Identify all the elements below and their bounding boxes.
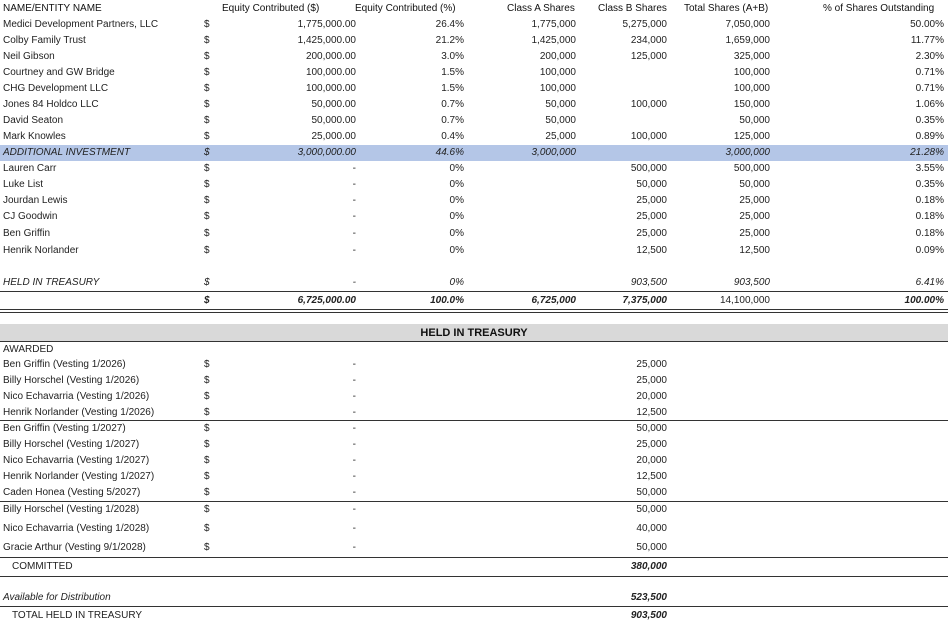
holder-equity-pct: 0% <box>449 245 464 256</box>
holder-equity: - <box>352 195 356 206</box>
dollar-sign: $ <box>204 179 210 190</box>
award-equity: - <box>352 407 356 418</box>
holder-class-b: 234,000 <box>630 35 667 46</box>
holder-outstanding: 0.71% <box>915 83 944 94</box>
holder-outstanding: 0.18% <box>915 195 944 206</box>
holder-class-a: 50,000 <box>545 115 576 126</box>
award-name: Billy Horschel (Vesting 1/2026) <box>3 375 140 386</box>
holder-class-b: 25,000 <box>636 211 667 222</box>
holder-equity: 3,000,000.00 <box>297 147 356 158</box>
holder-row <box>0 193 948 209</box>
header-total-shares: Total Shares (A+B) <box>684 3 769 14</box>
holder-equity: - <box>352 211 356 222</box>
award-name: Ben Griffin (Vesting 1/2027) <box>3 423 126 434</box>
award-row <box>0 502 948 518</box>
holder-outstanding: 3.55% <box>915 163 944 174</box>
holder-name: Jones 84 Holdco LLC <box>3 99 99 110</box>
award-row <box>0 389 948 405</box>
holder-row <box>0 33 948 49</box>
holder-total-shares: 125,000 <box>733 131 770 142</box>
dollar-sign: $ <box>204 407 210 418</box>
holder-outstanding: 21.28% <box>910 147 944 158</box>
award-row <box>0 421 948 437</box>
award-name: Henrik Norlander (Vesting 1/2027) <box>3 471 155 482</box>
available-row <box>0 590 948 606</box>
holder-equity: 200,000.00 <box>305 51 356 62</box>
holder-total-shares: 150,000 <box>733 99 770 110</box>
committed-row <box>0 559 948 575</box>
holder-row <box>0 161 948 177</box>
holder-class-b: 100,000 <box>630 131 667 142</box>
awarded-label: AWARDED <box>3 344 54 355</box>
holder-outstanding: 0.35% <box>915 179 944 190</box>
header-class-a: Class A Shares <box>507 3 575 14</box>
divider <box>0 576 948 577</box>
treasury-section-title: HELD IN TREASURY <box>420 327 528 339</box>
treasury-row-outstanding: 6.41% <box>915 277 944 288</box>
holder-total-shares: 25,000 <box>739 195 770 206</box>
dollar-sign: $ <box>204 211 210 222</box>
dollar-sign: $ <box>204 131 210 142</box>
holder-name: Neil Gibson <box>3 51 55 62</box>
awarded-label-row <box>0 342 948 358</box>
divider <box>0 291 948 292</box>
dollar-sign: $ <box>204 295 210 306</box>
dollar-sign: $ <box>204 277 210 288</box>
holder-outstanding: 0.71% <box>915 67 944 78</box>
award-name: Billy Horschel (Vesting 1/2028) <box>3 504 140 515</box>
holder-equity-pct: 0.7% <box>441 115 464 126</box>
holder-class-b: 125,000 <box>630 51 667 62</box>
holder-equity: - <box>352 163 356 174</box>
holder-row <box>0 113 948 129</box>
header-pct-outstanding: % of Shares Outstanding <box>823 3 935 14</box>
available-value: 523,500 <box>630 592 667 603</box>
holder-name: CJ Goodwin <box>3 211 58 222</box>
holder-total-shares: 7,050,000 <box>725 19 770 30</box>
award-row <box>0 453 948 469</box>
dollar-sign: $ <box>204 455 210 466</box>
award-class-b: 25,000 <box>636 359 667 370</box>
total-treasury-label: TOTAL HELD IN TREASURY <box>12 610 143 621</box>
dollar-sign: $ <box>204 195 210 206</box>
award-class-b: 20,000 <box>636 391 667 402</box>
holder-equity-pct: 0% <box>449 211 464 222</box>
treasury-section-band <box>0 324 948 342</box>
award-name: Nico Echavarria (Vesting 1/2028) <box>3 523 150 534</box>
divider <box>0 501 948 502</box>
award-row <box>0 357 948 373</box>
treasury-summary-row <box>0 275 948 291</box>
holder-class-a: 1,775,000 <box>531 19 576 30</box>
holder-equity-pct: 0% <box>449 195 464 206</box>
holder-equity: - <box>352 179 356 190</box>
treasury-row-pct: 0% <box>449 277 464 288</box>
award-equity: - <box>352 455 356 466</box>
committed-label: COMMITTED <box>12 561 73 572</box>
holder-equity: 100,000.00 <box>305 83 356 94</box>
dollar-sign: $ <box>204 83 210 94</box>
holder-outstanding: 11.77% <box>910 35 944 46</box>
dollar-sign: $ <box>204 99 210 110</box>
dollar-sign: $ <box>204 542 210 553</box>
holder-name: Colby Family Trust <box>3 35 86 46</box>
holder-row <box>0 209 948 225</box>
dollar-sign: $ <box>204 51 210 62</box>
award-class-b: 25,000 <box>636 375 667 386</box>
holder-outstanding: 0.09% <box>915 245 944 256</box>
award-class-b: 50,000 <box>636 487 667 498</box>
holder-total-shares: 100,000 <box>733 83 770 94</box>
award-row <box>0 540 948 556</box>
holder-total-shares: 12,500 <box>739 245 770 256</box>
award-name: Gracie Arthur (Vesting 9/1/2028) <box>3 542 146 553</box>
holder-name: Medici Development Partners, LLC <box>3 19 159 30</box>
award-name: Nico Echavarria (Vesting 1/2027) <box>3 455 150 466</box>
header-class-b: Class B Shares <box>598 3 667 14</box>
dollar-sign: $ <box>204 504 210 515</box>
holder-equity: - <box>352 245 356 256</box>
holder-class-a: 100,000 <box>539 83 576 94</box>
total-treasury-row <box>0 608 948 624</box>
holder-class-b: 25,000 <box>636 228 667 239</box>
holder-class-a: 1,425,000 <box>531 35 576 46</box>
total-class-a: 6,725,000 <box>531 295 576 306</box>
dollar-sign: $ <box>204 228 210 239</box>
holder-name: ADDITIONAL INVESTMENT <box>3 147 131 158</box>
holder-class-a: 50,000 <box>545 99 576 110</box>
treasury-row-equity: - <box>352 277 356 288</box>
holder-equity-pct: 3.0% <box>441 51 464 62</box>
holder-total-shares: 50,000 <box>739 115 770 126</box>
award-equity: - <box>352 523 356 534</box>
holder-class-b: 12,500 <box>636 245 667 256</box>
holder-equity: 50,000.00 <box>311 99 356 110</box>
holder-class-b: 500,000 <box>630 163 667 174</box>
award-row <box>0 437 948 453</box>
award-equity: - <box>352 542 356 553</box>
holder-total-shares: 325,000 <box>733 51 770 62</box>
holder-equity-pct: 44.6% <box>435 147 464 158</box>
holder-total-shares: 50,000 <box>739 179 770 190</box>
holder-name: Mark Knowles <box>3 131 66 142</box>
total-treasury-value: 903,500 <box>630 610 667 621</box>
holder-class-b: 100,000 <box>630 99 667 110</box>
holder-row <box>0 129 948 145</box>
treasury-row-name: HELD IN TREASURY <box>3 277 100 288</box>
holder-equity-pct: 26.4% <box>435 19 464 30</box>
award-class-b: 40,000 <box>636 523 667 534</box>
award-class-b: 12,500 <box>636 471 667 482</box>
treasury-row-class-b: 903,500 <box>630 277 667 288</box>
header-equity-pct: Equity Contributed (%) <box>355 3 456 14</box>
holder-class-a: 25,000 <box>545 131 576 142</box>
award-name: Nico Echavarria (Vesting 1/2026) <box>3 391 150 402</box>
dollar-sign: $ <box>204 523 210 534</box>
header-name: NAME/ENTITY NAME <box>3 3 102 14</box>
award-class-b: 50,000 <box>636 542 667 553</box>
award-equity: - <box>352 391 356 402</box>
award-row <box>0 485 948 501</box>
available-label: Available for Distribution <box>3 592 111 603</box>
dollar-sign: $ <box>204 359 210 370</box>
holder-row <box>0 49 948 65</box>
dollar-sign: $ <box>204 471 210 482</box>
award-row <box>0 521 948 537</box>
award-equity: - <box>352 375 356 386</box>
award-name: Henrik Norlander (Vesting 1/2026) <box>3 407 155 418</box>
holder-total-shares: 3,000,000 <box>725 147 770 158</box>
award-class-b: 25,000 <box>636 439 667 450</box>
award-equity: - <box>352 487 356 498</box>
award-name: Billy Horschel (Vesting 1/2027) <box>3 439 140 450</box>
holder-outstanding: 1.06% <box>915 99 944 110</box>
holder-total-shares: 100,000 <box>733 67 770 78</box>
holder-equity-pct: 0% <box>449 228 464 239</box>
holder-row <box>0 177 948 193</box>
holder-equity: - <box>352 228 356 239</box>
totals-row <box>0 293 948 309</box>
holder-outstanding: 0.18% <box>915 228 944 239</box>
award-equity: - <box>352 359 356 370</box>
holder-name: Courtney and GW Bridge <box>3 67 115 78</box>
holder-class-b: 50,000 <box>636 179 667 190</box>
holder-name: Ben Griffin <box>3 228 51 239</box>
award-name: Ben Griffin (Vesting 1/2026) <box>3 359 126 370</box>
holder-outstanding: 0.18% <box>915 211 944 222</box>
dollar-sign: $ <box>204 115 210 126</box>
holder-equity: 25,000.00 <box>311 131 356 142</box>
holder-equity-pct: 0.7% <box>441 99 464 110</box>
holder-total-shares: 500,000 <box>733 163 770 174</box>
holder-name: Luke List <box>3 179 44 190</box>
holder-equity-pct: 0% <box>449 163 464 174</box>
divider <box>0 420 948 421</box>
holder-row <box>0 17 948 33</box>
holder-equity: 50,000.00 <box>311 115 356 126</box>
dollar-sign: $ <box>204 391 210 402</box>
holder-equity: 100,000.00 <box>305 67 356 78</box>
total-equity: 6,725,000.00 <box>297 295 356 306</box>
award-equity: - <box>352 471 356 482</box>
holder-equity-pct: 1.5% <box>441 67 464 78</box>
holder-equity-pct: 1.5% <box>441 83 464 94</box>
holder-name: Henrik Norlander <box>3 245 79 256</box>
holder-equity: 1,775,000.00 <box>297 19 356 30</box>
holder-outstanding: 0.89% <box>915 131 944 142</box>
holder-name: David Seaton <box>3 115 64 126</box>
holder-outstanding: 50.00% <box>910 19 944 30</box>
dollar-sign: $ <box>204 163 210 174</box>
holder-total-shares: 25,000 <box>739 211 770 222</box>
total-outstanding: 100.00% <box>904 295 944 306</box>
dollar-sign: $ <box>204 423 210 434</box>
dollar-sign: $ <box>204 67 210 78</box>
divider <box>0 606 948 607</box>
award-equity: - <box>352 423 356 434</box>
holder-name: Lauren Carr <box>3 163 57 174</box>
award-name: Caden Honea (Vesting 5/2027) <box>3 487 141 498</box>
holder-equity-pct: 0.4% <box>441 131 464 142</box>
award-class-b: 50,000 <box>636 423 667 434</box>
holder-row <box>0 226 948 242</box>
double-underline <box>0 309 948 313</box>
dollar-sign: $ <box>204 439 210 450</box>
award-row <box>0 469 948 485</box>
additional-investment-row <box>0 145 948 161</box>
holder-row <box>0 65 948 81</box>
total-pct: 100.0% <box>430 295 464 306</box>
committed-value: 380,000 <box>630 561 667 572</box>
holder-outstanding: 2.30% <box>915 51 944 62</box>
header-equity-usd: Equity Contributed ($) <box>222 3 320 14</box>
holder-equity-pct: 21.2% <box>435 35 464 46</box>
total-class-b: 7,375,000 <box>622 295 667 306</box>
award-class-b: 20,000 <box>636 455 667 466</box>
holder-class-a: 100,000 <box>539 67 576 78</box>
dollar-sign: $ <box>204 375 210 386</box>
award-equity: - <box>352 439 356 450</box>
holder-equity-pct: 0% <box>449 179 464 190</box>
award-class-b: 50,000 <box>636 504 667 515</box>
holder-outstanding: 0.35% <box>915 115 944 126</box>
holder-total-shares: 25,000 <box>739 228 770 239</box>
holder-row <box>0 243 948 259</box>
treasury-row-total: 903,500 <box>733 277 770 288</box>
award-equity: - <box>352 504 356 515</box>
holder-total-shares: 1,659,000 <box>725 35 770 46</box>
dollar-sign: $ <box>204 245 210 256</box>
holder-class-a: 3,000,000 <box>531 147 576 158</box>
holder-class-b: 25,000 <box>636 195 667 206</box>
holder-row <box>0 97 948 113</box>
holder-class-b: 5,275,000 <box>622 19 667 30</box>
holder-name: CHG Development LLC <box>3 83 109 94</box>
award-row <box>0 405 948 421</box>
dollar-sign: $ <box>204 147 210 158</box>
award-class-b: 12,500 <box>636 407 667 418</box>
total-shares: 14,100,000 <box>719 295 770 306</box>
holder-row <box>0 81 948 97</box>
holder-equity: 1,425,000.00 <box>297 35 356 46</box>
dollar-sign: $ <box>204 35 210 46</box>
dollar-sign: $ <box>204 487 210 498</box>
column-header-row <box>0 1 948 17</box>
divider <box>0 557 948 558</box>
award-row <box>0 373 948 389</box>
holder-name: Jourdan Lewis <box>3 195 68 206</box>
dollar-sign: $ <box>204 19 210 30</box>
holder-class-a: 200,000 <box>539 51 576 62</box>
